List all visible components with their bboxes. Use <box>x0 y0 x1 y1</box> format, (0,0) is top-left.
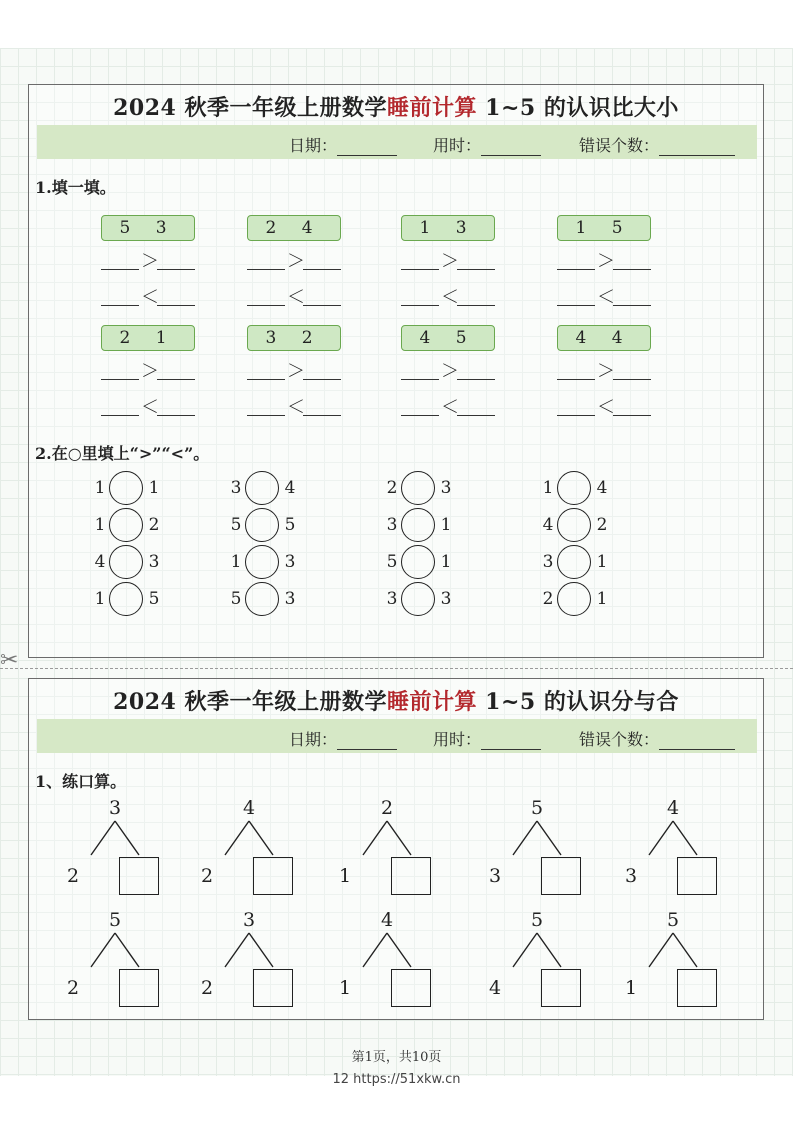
number-pair-pill: 2 1 <box>101 325 195 351</box>
answer-box[interactable] <box>677 969 717 1007</box>
left-number: 2 <box>386 478 398 498</box>
answer-blank[interactable] <box>303 379 341 380</box>
answer-box[interactable] <box>541 969 581 1007</box>
errors-blank[interactable] <box>659 137 735 156</box>
less-than-line <box>101 287 195 307</box>
compare-circle-item <box>93 582 163 618</box>
info-bar-2 <box>37 719 757 753</box>
number-pair-pill: 5 3 <box>101 215 195 241</box>
part-number: 1 <box>338 977 352 999</box>
compare-symbol: ＞ <box>441 251 459 272</box>
part-number: 3 <box>488 865 502 887</box>
compare-symbol: ＞ <box>287 361 305 382</box>
answer-box[interactable] <box>253 857 293 895</box>
answer-blank[interactable] <box>457 269 495 270</box>
answer-blank[interactable] <box>457 379 495 380</box>
scissors-icon: ✂ <box>0 648 19 673</box>
left-number: 4 <box>94 552 106 572</box>
right-number: 1 <box>440 552 452 572</box>
answer-circle[interactable] <box>109 471 143 505</box>
cut-line <box>0 668 793 669</box>
right-number: 5 <box>284 515 296 535</box>
right-number: 2 <box>148 515 160 535</box>
answer-blank[interactable] <box>247 269 285 270</box>
greater-than-line <box>101 251 195 271</box>
right-number: 5 <box>148 589 160 609</box>
answer-blank[interactable] <box>101 415 139 416</box>
compare-symbol: ＞ <box>597 361 615 382</box>
answer-circle[interactable] <box>245 582 279 616</box>
number-bond <box>327 909 437 1019</box>
answer-circle[interactable] <box>557 545 591 579</box>
number-bond <box>55 797 165 907</box>
part-number: 3 <box>624 865 638 887</box>
left-number: 1 <box>94 515 106 535</box>
part-number: 2 <box>66 977 80 999</box>
less-than-line <box>401 287 495 307</box>
left-number: 1 <box>542 478 554 498</box>
right-number: 3 <box>148 552 160 572</box>
compare-circle-item <box>229 582 299 618</box>
question-1-label-2: 1、练口算。 <box>35 772 127 791</box>
part-number: 4 <box>488 977 502 999</box>
greater-than-line <box>247 361 341 381</box>
less-than-line <box>557 287 651 307</box>
right-number: 3 <box>284 552 296 572</box>
number-pair-pill: 1 5 <box>557 215 651 241</box>
less-than-line <box>401 397 495 417</box>
right-number: 1 <box>440 515 452 535</box>
left-number: 1 <box>94 589 106 609</box>
answer-box[interactable] <box>677 857 717 895</box>
answer-blank[interactable] <box>157 269 195 270</box>
right-number: 2 <box>596 515 608 535</box>
left-number: 3 <box>386 515 398 535</box>
compare-circle-item <box>385 545 455 581</box>
answer-circle[interactable] <box>109 545 143 579</box>
answer-circle[interactable] <box>401 545 435 579</box>
answer-blank[interactable] <box>303 305 341 306</box>
errors-field: 错误个数： <box>579 133 735 156</box>
answer-circle[interactable] <box>109 582 143 616</box>
answer-circle[interactable] <box>245 545 279 579</box>
greater-than-line <box>557 361 651 381</box>
answer-blank[interactable] <box>157 379 195 380</box>
right-number: 1 <box>148 478 160 498</box>
answer-blank[interactable] <box>157 415 195 416</box>
info-bar <box>37 125 757 159</box>
part-number: 2 <box>66 865 80 887</box>
answer-blank[interactable] <box>401 269 439 270</box>
date-field-2: 日期： <box>289 727 397 750</box>
whole-number: 3 <box>242 909 256 931</box>
answer-blank[interactable] <box>401 379 439 380</box>
answer-blank[interactable] <box>247 379 285 380</box>
answer-blank[interactable] <box>557 415 595 416</box>
answer-blank[interactable] <box>101 269 139 270</box>
answer-blank[interactable] <box>613 269 651 270</box>
answer-blank[interactable] <box>557 269 595 270</box>
answer-circle[interactable] <box>109 508 143 542</box>
answer-circle[interactable] <box>245 508 279 542</box>
answer-circle[interactable] <box>557 471 591 505</box>
time-field-2: 用时： <box>433 727 541 750</box>
section-compare <box>28 84 764 658</box>
right-number: 1 <box>596 589 608 609</box>
left-number: 4 <box>542 515 554 535</box>
right-number: 4 <box>596 478 608 498</box>
whole-number: 4 <box>380 909 394 931</box>
time-blank[interactable] <box>481 137 541 156</box>
left-number: 3 <box>542 552 554 572</box>
section2-title: 2024 秋季一年级上册数学睡前计算 1~5 的认识分与合 <box>113 689 679 715</box>
whole-number: 5 <box>530 797 544 819</box>
left-number: 5 <box>386 552 398 572</box>
answer-blank[interactable] <box>613 415 651 416</box>
left-number: 5 <box>230 589 242 609</box>
errors-blank-2[interactable] <box>659 731 735 750</box>
compare-circle-item <box>541 471 611 507</box>
number-pair-pill: 1 3 <box>401 215 495 241</box>
answer-blank[interactable] <box>157 305 195 306</box>
answer-circle[interactable] <box>557 508 591 542</box>
part-number: 1 <box>338 865 352 887</box>
compare-symbol: ＜ <box>287 287 305 308</box>
compare-circle-item <box>385 582 455 618</box>
page-number: 第1页，共10页 <box>351 1050 442 1065</box>
whole-number: 2 <box>380 797 394 819</box>
answer-blank[interactable] <box>457 415 495 416</box>
less-than-line <box>557 397 651 417</box>
date-blank[interactable] <box>337 137 397 156</box>
answer-blank[interactable] <box>401 305 439 306</box>
whole-number: 5 <box>666 909 680 931</box>
compare-symbol: ＜ <box>141 287 159 308</box>
compare-circle-item <box>541 582 611 618</box>
number-bond <box>613 797 723 907</box>
section1-title: 2024 秋季一年级上册数学睡前计算 1~5 的认识比大小 <box>113 95 679 121</box>
answer-blank[interactable] <box>247 415 285 416</box>
section-split <box>28 678 764 1020</box>
part-number: 1 <box>624 977 638 999</box>
question-1-label: 1.填一填。 <box>35 178 116 197</box>
time-field: 用时： <box>433 133 541 156</box>
answer-blank[interactable] <box>613 305 651 306</box>
answer-box[interactable] <box>391 857 431 895</box>
left-number: 3 <box>386 589 398 609</box>
number-pair-pill: 4 5 <box>401 325 495 351</box>
answer-box[interactable] <box>119 857 159 895</box>
time-blank-2[interactable] <box>481 731 541 750</box>
answer-blank[interactable] <box>303 269 341 270</box>
compare-circle-item <box>93 508 163 544</box>
number-bond <box>477 909 587 1019</box>
greater-than-line <box>101 361 195 381</box>
answer-blank[interactable] <box>401 415 439 416</box>
compare-circle-item <box>93 545 163 581</box>
compare-symbol: ＜ <box>441 397 459 418</box>
part-number: 2 <box>200 977 214 999</box>
left-number: 5 <box>230 515 242 535</box>
right-number: 3 <box>440 589 452 609</box>
right-number: 3 <box>284 589 296 609</box>
whole-number: 4 <box>666 797 680 819</box>
source-url: 12 https://51xkw.cn <box>332 1072 461 1087</box>
compare-circle-item <box>229 471 299 507</box>
number-bond <box>613 909 723 1019</box>
worksheet-page <box>0 48 793 1076</box>
number-pair-pill: 2 4 <box>247 215 341 241</box>
part-number: 2 <box>200 865 214 887</box>
answer-blank[interactable] <box>457 305 495 306</box>
greater-than-line <box>401 361 495 381</box>
compare-symbol: ＞ <box>141 251 159 272</box>
answer-blank[interactable] <box>557 379 595 380</box>
whole-number: 3 <box>108 797 122 819</box>
compare-circle-item <box>385 471 455 507</box>
answer-circle[interactable] <box>401 471 435 505</box>
compare-symbol: ＜ <box>141 397 159 418</box>
less-than-line <box>247 287 341 307</box>
date-blank-2[interactable] <box>337 731 397 750</box>
answer-blank[interactable] <box>303 415 341 416</box>
answer-blank[interactable] <box>247 305 285 306</box>
number-bond <box>189 909 299 1019</box>
compare-circle-item <box>385 508 455 544</box>
compare-circle-item <box>541 508 611 544</box>
answer-circle[interactable] <box>401 582 435 616</box>
left-number: 3 <box>230 478 242 498</box>
left-number: 2 <box>542 589 554 609</box>
number-bond <box>327 797 437 907</box>
right-number: 1 <box>596 552 608 572</box>
answer-box[interactable] <box>119 969 159 1007</box>
answer-blank[interactable] <box>101 305 139 306</box>
left-number: 1 <box>230 552 242 572</box>
number-pair-pill: 4 4 <box>557 325 651 351</box>
greater-than-line <box>557 251 651 271</box>
less-than-line <box>247 397 341 417</box>
answer-circle[interactable] <box>245 471 279 505</box>
less-than-line <box>101 397 195 417</box>
compare-symbol: ＞ <box>141 361 159 382</box>
right-number: 3 <box>440 478 452 498</box>
answer-blank[interactable] <box>557 305 595 306</box>
number-bond <box>477 797 587 907</box>
compare-symbol: ＜ <box>287 397 305 418</box>
compare-circle-item <box>93 471 163 507</box>
answer-box[interactable] <box>391 969 431 1007</box>
compare-symbol: ＜ <box>597 287 615 308</box>
answer-box[interactable] <box>253 969 293 1007</box>
compare-symbol: ＞ <box>441 361 459 382</box>
answer-circle[interactable] <box>557 582 591 616</box>
compare-circle-item <box>229 508 299 544</box>
left-number: 1 <box>94 478 106 498</box>
errors-field-2: 错误个数： <box>579 727 735 750</box>
compare-symbol: ＜ <box>441 287 459 308</box>
compare-symbol: ＞ <box>597 251 615 272</box>
whole-number: 4 <box>242 797 256 819</box>
compare-symbol: ＞ <box>287 251 305 272</box>
whole-number: 5 <box>108 909 122 931</box>
answer-circle[interactable] <box>401 508 435 542</box>
greater-than-line <box>247 251 341 271</box>
number-bond <box>55 909 165 1019</box>
number-pair-pill: 3 2 <box>247 325 341 351</box>
right-number: 4 <box>284 478 296 498</box>
compare-circle-item <box>541 545 611 581</box>
answer-box[interactable] <box>541 857 581 895</box>
number-bond <box>189 797 299 907</box>
greater-than-line <box>401 251 495 271</box>
question-2-label: 2.在○里填上“>”“<”。 <box>35 444 210 463</box>
answer-blank[interactable] <box>101 379 139 380</box>
compare-circle-item <box>229 545 299 581</box>
date-field: 日期： <box>289 133 397 156</box>
compare-symbol: ＜ <box>597 397 615 418</box>
answer-blank[interactable] <box>613 379 651 380</box>
whole-number: 5 <box>530 909 544 931</box>
